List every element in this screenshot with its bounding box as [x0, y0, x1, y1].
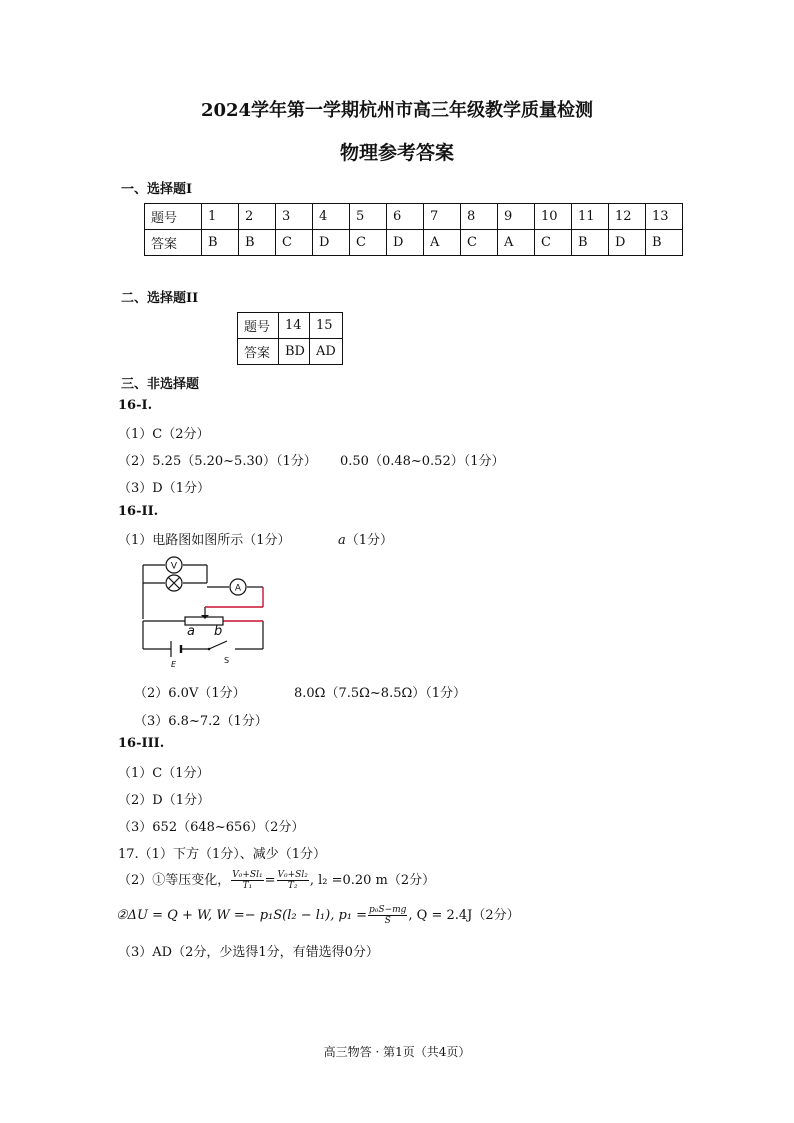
- table-cell: A: [498, 230, 535, 256]
- q16-3-answer-3: （3）652（648~656）（2分）: [118, 820, 305, 835]
- fraction-denominator: S: [384, 916, 391, 926]
- q16-1-answer-3: （3）D（1分）: [118, 481, 210, 496]
- voltmeter-label: V: [170, 561, 178, 572]
- row-label-number: 题号: [145, 204, 202, 230]
- table-cell: BD: [279, 339, 310, 365]
- q16-2-answer-2: （2）6.0V（1分）: [134, 686, 246, 701]
- q16-2-answer-1: （1）电路图如图所示（1分）: [118, 533, 291, 548]
- q17-2-suffix: , l₂ =0.20 m（2分）: [309, 873, 436, 888]
- table-cell: 1: [202, 204, 239, 230]
- q16-3-answer-1: （1）C（1分）: [118, 766, 210, 781]
- q17-2-prefix: （2）①等压变化，: [118, 873, 231, 888]
- row-label-answer: 答案: [145, 230, 202, 256]
- rheostat-end-b: b: [214, 624, 223, 639]
- table-row: [238, 313, 343, 339]
- q17-answer-3: （3）AD（2分，少选得1分，有错选得0分）: [118, 945, 379, 960]
- q17-answer-1: 17.（1）下方（1分）、减少（1分）: [118, 847, 326, 862]
- answer-table-1: [144, 203, 683, 256]
- section3-heading: 三、非选择题: [121, 377, 200, 392]
- row-label-answer: 答案: [238, 339, 279, 365]
- score-note: （1分）: [345, 533, 394, 548]
- table-cell: B: [202, 230, 239, 256]
- fraction: [277, 870, 309, 891]
- switch-contact: [208, 648, 211, 651]
- page-title: 2024学年第一学期杭州市高三年级教学质量检测: [200, 100, 594, 121]
- table-cell: 5: [350, 204, 387, 230]
- table-cell: D: [313, 230, 350, 256]
- q17-2b-suffix: , Q = 2.4J（2分）: [408, 908, 520, 923]
- table-cell: 15: [310, 313, 343, 339]
- table-cell: B: [239, 230, 276, 256]
- section2-heading: 二、选择题II: [121, 291, 199, 306]
- ammeter-label: A: [234, 583, 242, 594]
- circuit-diagram: [135, 553, 275, 668]
- table-cell: B: [572, 230, 609, 256]
- page-footer: 高三物答 · 第1页（共4页）: [323, 1045, 471, 1059]
- fraction-numerator: p₀S−mg: [369, 905, 407, 915]
- q16-1-answer-2: （2）5.25（5.20~5.30）（1分）: [118, 454, 317, 469]
- fraction-numerator: V₀+Sl₂: [277, 870, 308, 880]
- table-cell: 14: [279, 313, 310, 339]
- q16-2-label: 16-II.: [118, 504, 159, 519]
- q17-2b-prefix: ②ΔU = Q + W, W =− p₁S(l₂ − l₁), p₁ =: [116, 908, 368, 923]
- battery-label: E: [171, 660, 177, 668]
- equals-sign: =: [264, 873, 276, 888]
- table-cell: 2: [239, 204, 276, 230]
- table-cell: D: [387, 230, 424, 256]
- q16-1-answer-1: （1）C（2分）: [118, 427, 210, 442]
- q16-1-answer-2b: 0.50（0.48~0.52）（1分）: [340, 454, 505, 469]
- table-cell: 10: [535, 204, 572, 230]
- q16-2-answer-1b: [338, 529, 393, 548]
- rheostat-end-a: a: [187, 624, 195, 639]
- q16-3-label: 16-III.: [118, 736, 165, 751]
- row-label-number: 题号: [238, 313, 279, 339]
- q17-answer-2b: [116, 903, 520, 929]
- table-cell: A: [424, 230, 461, 256]
- fraction-denominator: T₁: [242, 881, 253, 891]
- table-cell: D: [609, 230, 646, 256]
- table-cell: C: [350, 230, 387, 256]
- section1-heading: 一、选择题I: [121, 182, 193, 197]
- fraction: [368, 905, 407, 926]
- fraction-numerator: V₀+Sl₁: [232, 870, 263, 880]
- table-cell: 7: [424, 204, 461, 230]
- table-row: [238, 339, 343, 365]
- q16-2-answer-2b: 8.0Ω（7.5Ω~8.5Ω）（1分）: [294, 686, 467, 701]
- page-subtitle: 物理参考答案: [339, 142, 454, 164]
- switch-label: S: [224, 656, 230, 665]
- battery-icon: [171, 641, 181, 657]
- table-cell: 3: [276, 204, 313, 230]
- table-cell: C: [535, 230, 572, 256]
- switch-blade: [209, 641, 227, 649]
- table-cell: 11: [572, 204, 609, 230]
- q16-3-answer-2: （2）D（1分）: [118, 793, 210, 808]
- answer-table-2: [237, 312, 343, 365]
- table-cell: 12: [609, 204, 646, 230]
- variable-a: a: [338, 533, 346, 548]
- table-cell: C: [461, 230, 498, 256]
- table-cell: B: [646, 230, 683, 256]
- table-cell: 9: [498, 204, 535, 230]
- table-cell: 4: [313, 204, 350, 230]
- table-cell: C: [276, 230, 313, 256]
- lamp-icon: [166, 575, 182, 591]
- table-cell: AD: [310, 339, 343, 365]
- q17-answer-2: [118, 868, 435, 894]
- table-cell: 6: [387, 204, 424, 230]
- q16-2-answer-3: （3）6.8~7.2（1分）: [134, 714, 268, 729]
- fraction-denominator: T₂: [287, 881, 298, 891]
- table-row: [145, 204, 683, 230]
- table-cell: 13: [646, 204, 683, 230]
- fraction: [231, 870, 263, 891]
- table-cell: 8: [461, 204, 498, 230]
- table-row: [145, 230, 683, 256]
- q16-1-label: 16-I.: [118, 398, 153, 413]
